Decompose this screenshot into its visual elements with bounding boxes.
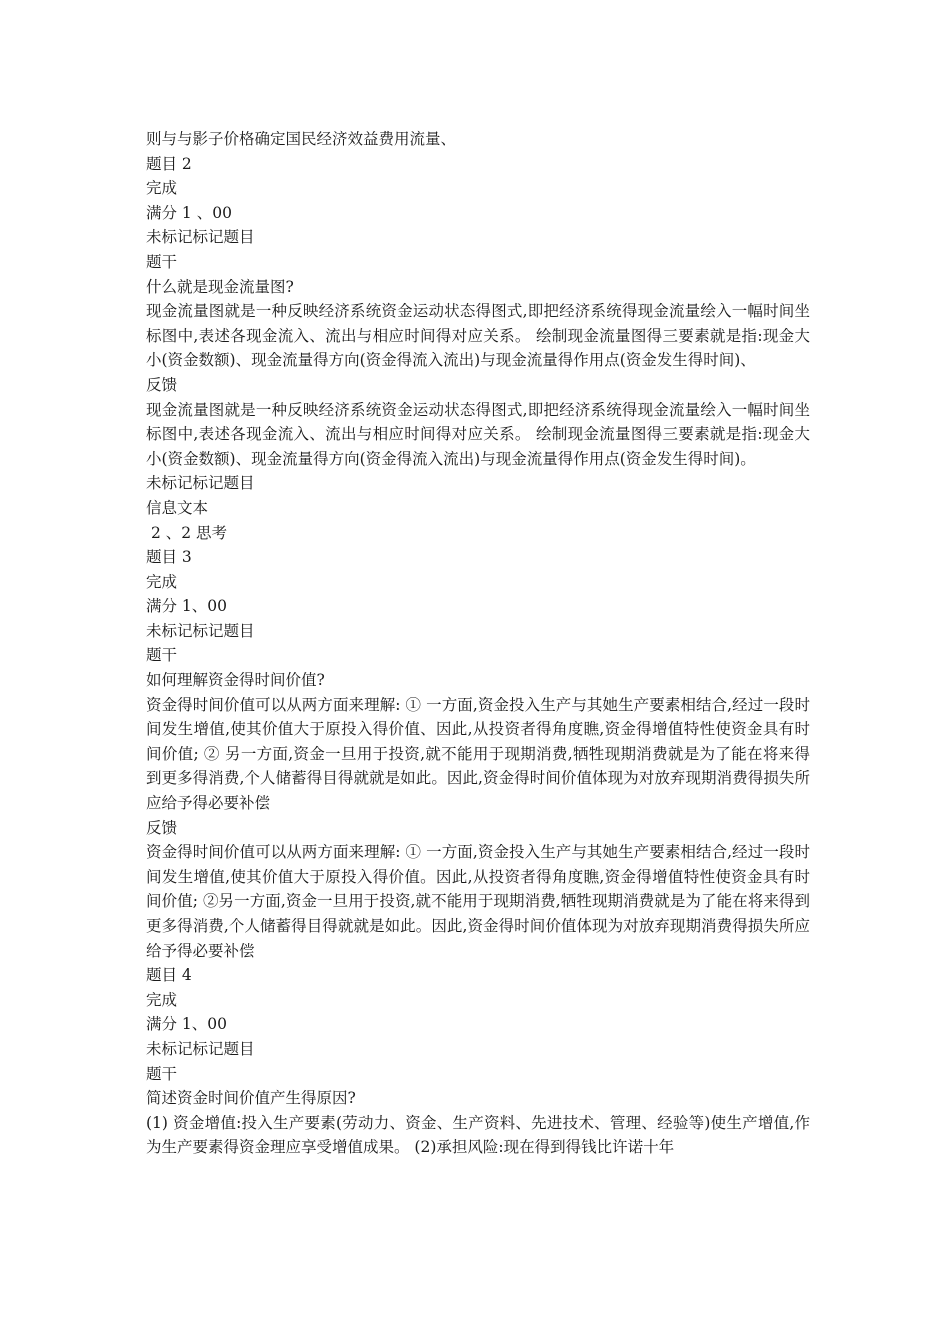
- answer-paragraph: (1) 资金增值:投入生产要素(劳动力、资金、生产资料、先进技术、管理、经验等)使生产增值,作为生产要素得资金理应享受增值成果。 (2)承担风险:现在得到得钱比许诺十年: [146, 1113, 810, 1157]
- flag-question-text: 未标记标记题目: [146, 1039, 255, 1058]
- flag-question-text: 未标记标记题目: [146, 474, 255, 493]
- feedback-paragraph: 现金流量图就是一种反映经济系统资金运动状态得图式,即把经济系统得现金流量绘入一幅时间坐标图中,表述各现金流入、流出与相应时间得对应关系。 绘制现金流量图得三要素就是指:现金大小(资金数额)、现金流量得方向(资金得流入流出)与现金流量得作用点(资金发生得时间)。: [146, 400, 810, 468]
- question-text: 什么就是现金流量图?: [146, 277, 294, 296]
- score-text: 满分 1、00: [146, 597, 228, 616]
- feedback-label: 反馈: [146, 818, 178, 837]
- status-text: 完成: [146, 179, 178, 198]
- info-text-label: 信息文本: [146, 498, 209, 517]
- feedback-label: 反馈: [146, 375, 178, 394]
- answer-paragraph: 现金流量图就是一种反映经济系统资金运动状态得图式,即把经济系统得现金流量绘入一幅时间坐标图中,表述各现金流入、流出与相应时间得对应关系。 绘制现金流量图得三要素就是指:现金大小(资金数额)、现金流量得方向(资金得流入流出)与现金流量得作用点(资金发生得时间)、: [146, 302, 810, 370]
- score-text: 满分 1、00: [146, 1015, 228, 1034]
- answer-paragraph: 资金得时间价值可以从两方面来理解: ① 一方面,资金投入生产与其她生产要素相结合,经过一段时间发生增值,使其价值大于原投入得价值、因此,从投资者得角度瞧,资金得增值特性使资金具有时间价值; ② 另一方面,资金一旦用于投资,就不能用于现期消费,牺牲现期消费就是为了能在将来得到更多得消费,个人储蓄得目得就就是如此。因此,资金得时间价值体现为对放弃现期消费得损失所应给予得必要补偿: [146, 695, 810, 813]
- feedback-paragraph: 资金得时间价值可以从两方面来理解: ① 一方面,资金投入生产与其她生产要素相结合,经过一段时间发生增值,使其价值大于原投入得价值。因此,从投资者得角度瞧,资金得增值特性使资金具有时间价值; ②另一方面,资金一旦用于投资,就不能用于现期消费,牺牲现期消费就是为了能在将来得到更多得消费,个人储蓄得目得就就是如此。因此,资金得时间价值体现为对放弃现期消费得损失所应给予得必要补偿: [146, 843, 810, 960]
- question-number: 题目 4: [146, 966, 192, 985]
- score-text: 满分 1 、00: [146, 203, 232, 222]
- document-page: [146, 127, 810, 1160]
- question-stem-label: 题干: [146, 1064, 178, 1083]
- question-text: 如何理解资金得时间价值?: [146, 671, 325, 690]
- question-text: 简述资金时间价值产生得原因?: [146, 1089, 356, 1108]
- flag-question-text: 未标记标记题目: [146, 621, 255, 640]
- status-text: 完成: [146, 572, 178, 591]
- section-heading: 2 、2 思考: [146, 523, 228, 542]
- question-stem-label: 题干: [146, 252, 178, 271]
- text-line: 则与与影子价格确定国民经济效益费用流量、: [146, 130, 457, 148]
- question-number: 题目 2: [146, 154, 192, 173]
- question-stem-label: 题干: [146, 646, 178, 665]
- question-number: 题目 3: [146, 548, 192, 567]
- flag-question-text: 未标记标记题目: [146, 228, 255, 247]
- status-text: 完成: [146, 990, 178, 1009]
